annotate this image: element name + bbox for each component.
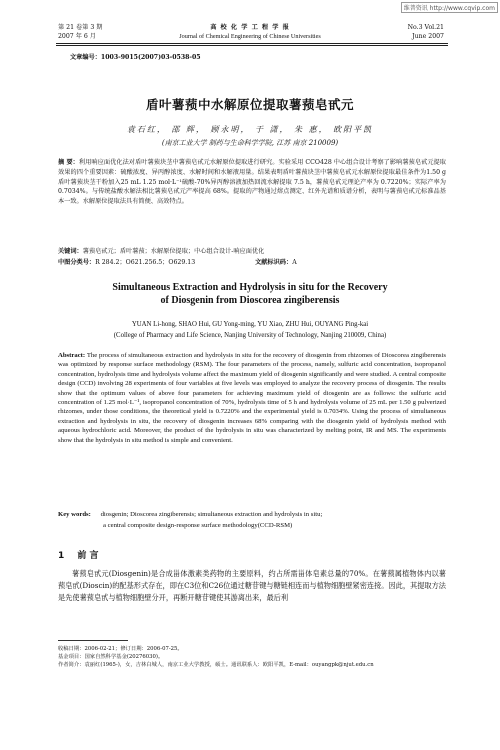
section-title: 前 言 bbox=[77, 551, 99, 561]
title-en-line1: Simultaneous Extraction and Hydrolysis in situ for the Recovery bbox=[112, 282, 388, 293]
clc-label: 中图分类号： bbox=[58, 259, 96, 266]
abstract-en-text: The process of simultaneous extraction and hydrolysis in situ for the recovery of diosgenin from rhizomes of Dioscorea zingiberensis was optimized by response surface methodology (RSM). The four parameters of the process, namely, sulfuric acid concentration, isopropanol concentration, hydrolysis time and hydrolysis volume affect the maximum yield of diosgenin significantly and were studied. A central composite design (CCD) involving 28 experiments of four variables at five levels was employed to analyze the recovery process of diosgenin. The results show that the optimum values of above four parameters for achieving maximum yield of diosgenin are as follows: the sulfuric acid concentration of 1.25 mol·L⁻¹, isopropanol concentration of 70%, hydrolysis time of 5 h and hydrolysis volume of 25 mL per 1.50 g pulverized rhizomes, under those conditions, the theoretical yield is 0.7220% and the experimental yield is 0.7034%. Using the process of simultaneous extraction and hydrolysis in situ, the recovery of diosgenin increases 68% comparing with the diosgenin yield of hydrolysis method with aqueous hydrochloric acid. Moreover, the product of the hydrolysis in situ was characterized by melting point, IR and MS. The experiments show that the hydrolysis in situ method is simple and convenient. bbox=[58, 352, 446, 444]
abstract-cn-text: 利用响应面优化法对盾叶薯蓣块茎中薯蓣皂甙元水解原位提取进行研究。实验采用 CCO428 中心组合设计考察了影响薯蓣皂甙元提取效果的四个重要因素：硫酸浓度、异丙醇浓度、水解时间和水解液用量。结果表明盾叶薯蓣块茎中薯蓣皂甙元水解原位提取最佳条件为1.50 g盾叶薯蓣块茎干粉加入25 mL 1.25 mol·L⁻¹硫酸-70%异丙醇溶液加热回流水解提取 7.5 h，薯蓣皂甙元理论产率为 0.7220%；实际产率为 0.7034%。与传统盐酸水解法相比薯蓣皂甙元产率提高 68%。提取的产物通过熔点测定、红外光谱和质谱分析，表明与薯蓣皂甙元标准品基本一致。水解原位提取法具有简便、高效特点。 bbox=[58, 159, 446, 206]
doc-code-label: 文献标识码： bbox=[255, 259, 293, 266]
keywords-cn bbox=[58, 247, 446, 257]
abstract-en bbox=[58, 351, 446, 445]
classification-line bbox=[58, 258, 446, 268]
section-number: 1 bbox=[58, 551, 65, 561]
doc-code-value: A bbox=[292, 259, 297, 266]
footnote-received: 收稿日期：2006-02-21；修订日期：2006-07-25。 bbox=[58, 646, 183, 652]
affiliation-cn: (南京工业大学 制药与生命科学学院, 江苏 南京 210009) bbox=[161, 139, 339, 147]
journal-name-cn: 高 校 化 学 工 程 学 报 bbox=[210, 24, 290, 31]
volume-en: No.3 Vol.21 bbox=[407, 24, 444, 31]
section-body: 薯蓣皂甙元(Diosgenin)是合成甾体激素类药物的主要原料，约占所需甾体皂素总量的70%。在薯蓣属植物体内以薯蓣皂甙(Dioscin)的配基形式存在，即在C3位和C26位通过糖苷键与糖链相连而与植物细胞壁紧密连接。因此，其提取方法是先使薯蓣皂甙与植物细胞壁分开，再断开糖苷键使其游离出来，最后利 bbox=[58, 569, 446, 602]
authors-en: YUAN Li-hong, SHAO Hui, GU Yong-ming, YU Xiao, ZHU Hui, OUYANG Ping-kai bbox=[131, 321, 369, 328]
footnote-rule bbox=[58, 640, 128, 641]
keywords-en-2: a central composite design-response surface methodology(CCD-RSM) bbox=[103, 522, 293, 529]
footnote-author: 作者简介：袁丽红(1965-)，女，吉林白城人，南京工业大学教授，硕士。通讯联系人：欧阳平凯，E-mail：ouyangpk@njut.edu.cn bbox=[58, 662, 374, 668]
authors-cn: 袁石红， 邵 辉， 顾永明， 于 潇， 朱 惠， 欧阳平凯 bbox=[126, 125, 374, 134]
keywords-en bbox=[58, 510, 446, 519]
abstract-en-label: Abstract: bbox=[58, 352, 86, 359]
article-number: 文章编号：1003-9015(2007)03-0538-05 bbox=[70, 54, 201, 61]
watermark-link[interactable]: 维普资讯 http://www.cqvip.com bbox=[401, 2, 498, 13]
title-en-line2: of Diosgenin from Dioscorea zingiberensis bbox=[160, 295, 340, 306]
keywords-cn-label: 关键词： bbox=[58, 248, 83, 255]
keywords-en-line1: diosgenin; Dioscorea zingiberensis; simultaneous extraction and hydrolysis in situ; bbox=[100, 511, 323, 518]
keywords-cn-text: 薯蓣皂甙元；盾叶薯蓣；水解原位提取；中心组合设计-响应面优化 bbox=[82, 248, 265, 255]
clc-value: R 284.2；O621.256.5；O629.13 bbox=[95, 259, 196, 266]
abstract-cn bbox=[58, 158, 446, 207]
volume-cn: 第 21 卷第 3 期 bbox=[58, 24, 103, 31]
title-cn: 盾叶薯蓣中水解原位提取薯蓣皂甙元 bbox=[145, 97, 354, 112]
header-rule-thin bbox=[56, 45, 448, 46]
abstract-cn-label: 摘 要： bbox=[58, 159, 79, 166]
date-en: June 2007 bbox=[412, 33, 444, 40]
affiliation-en: (College of Pharmacy and Life Science, Nanjing University of Technology, Nanjing 210009, China) bbox=[113, 332, 387, 339]
journal-name-en: Journal of Chemical Engineering of Chinese Universities bbox=[179, 33, 321, 40]
header-rule bbox=[56, 43, 448, 44]
keywords-en-label: Key words: bbox=[58, 511, 91, 518]
footnote-fund: 基金项目：国家自然科学基金(20276030)。 bbox=[58, 654, 164, 660]
footnotes bbox=[58, 645, 446, 669]
title-en bbox=[0, 281, 500, 307]
section-heading bbox=[58, 548, 99, 561]
date-cn: 2007 年 6 月 bbox=[58, 33, 96, 40]
